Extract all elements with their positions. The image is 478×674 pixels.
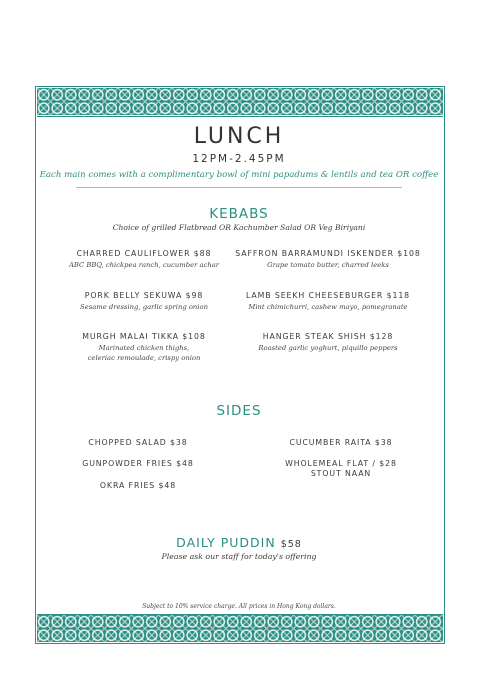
- menu-item-description: Marinated chicken thighs,: [98, 344, 190, 352]
- menu-item-description: Sesame dressing, garlic spring onion: [80, 303, 208, 311]
- menu-item-description: Mint chimichurri, cashew mayo, pomegranate: [248, 303, 408, 311]
- menu-item-description: celeriac remoulade, crispy onion: [87, 354, 201, 362]
- puddin-name: DAILY PUDDIN: [176, 535, 276, 550]
- menu-item-description: Grape tomato butter, charred leeks: [267, 261, 389, 269]
- menu-item: [228, 248, 428, 270]
- menu-item: [44, 290, 244, 312]
- puddin-note: Please ask our staff for today's offering: [161, 552, 317, 561]
- menu-item-name: HANGER STEAK SHISH $128: [262, 332, 394, 341]
- service-hours: 12PM-2.45PM: [192, 153, 286, 165]
- service-charge-note: Subject to 10% service charge. All prices in Hong Kong dollars.: [142, 603, 336, 610]
- side-item-name: STOUT NAAN: [310, 469, 372, 478]
- menu-item-name: SAFFRON BARRAMUNDI ISKENDER $108: [235, 249, 421, 258]
- decorative-pattern-band-top: [37, 88, 443, 115]
- menu-item-name: LAMB SEEKH CHEESEBURGER $118: [245, 291, 411, 300]
- menu-item-name: MURGH MALAI TIKKA $108: [82, 332, 206, 341]
- daily-puddin-heading: [0, 535, 478, 550]
- puddin-price: $58: [280, 539, 302, 550]
- menu-item: [44, 331, 244, 363]
- side-item: CUCUMBER RAITA $38: [289, 438, 393, 447]
- menu-item: [228, 331, 428, 353]
- decorative-band-rule-top: [37, 116, 443, 117]
- menu-item: [228, 290, 428, 312]
- section-title-kebabs: KEBABS: [209, 206, 269, 222]
- menu-item-description: ABC BBQ, chickpea ranch, cucumber achar: [68, 261, 220, 269]
- decorative-pattern-band-bottom: [37, 615, 443, 642]
- menu-item-name: PORK BELLY SEKUWA $98: [84, 291, 204, 300]
- menu-item-name: CHARRED CAULIFLOWER $88: [76, 249, 212, 258]
- side-item-name: WHOLEMEAL FLAT / $28: [285, 459, 397, 468]
- kebabs-subtitle: Choice of grilled Flatbread OR Kachumber Salad OR Veg Biriyani: [112, 223, 366, 232]
- side-item: CHOPPED SALAD $38: [88, 438, 188, 447]
- intro-note: Each main comes with a complimentary bowl of mini papadums & lentils and tea OR coffee: [39, 170, 439, 180]
- decorative-band-rule-bottom: [37, 614, 443, 615]
- side-item: OKRA FRIES $48: [99, 481, 177, 490]
- side-item: [256, 459, 426, 479]
- menu-item-description: Roasted garlic yoghurt, piquillo peppers: [258, 344, 398, 352]
- divider-line: [76, 187, 402, 188]
- section-title-sides: SIDES: [216, 403, 262, 419]
- menu-title: LUNCH: [193, 124, 285, 149]
- side-item: GUNPOWDER FRIES $48: [82, 459, 194, 468]
- menu-item: [44, 248, 244, 270]
